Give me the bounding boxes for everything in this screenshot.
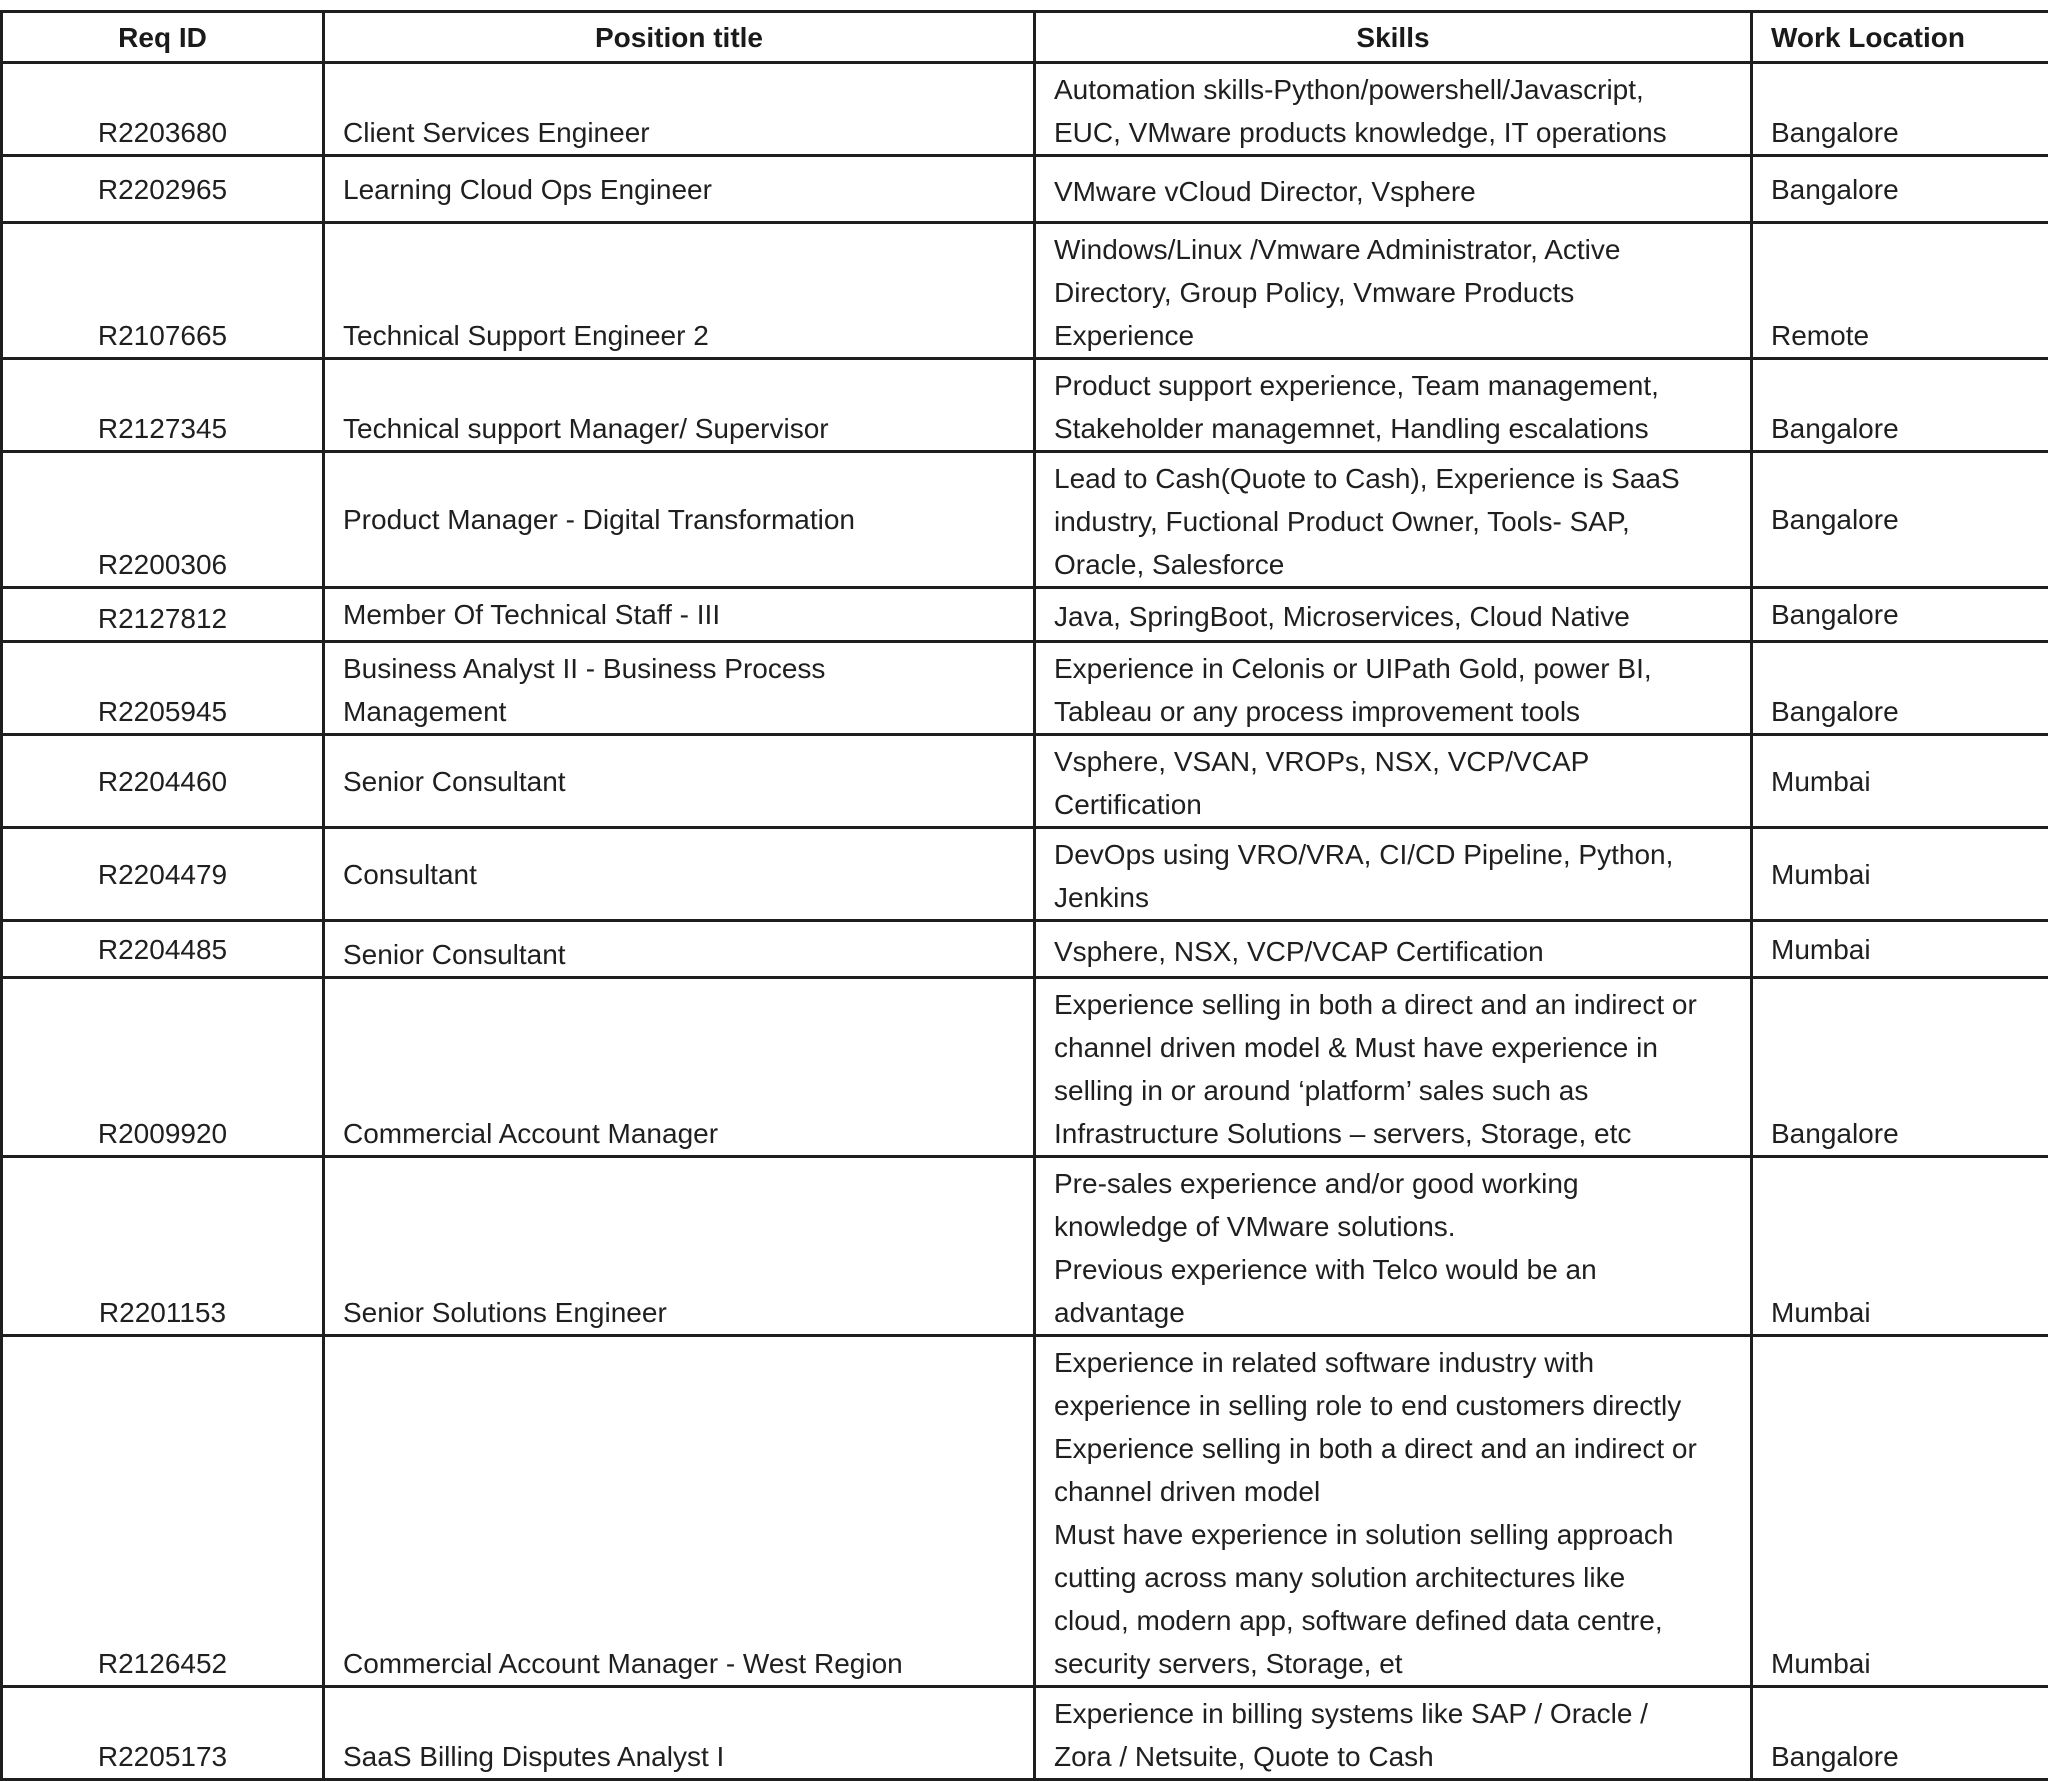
table-row	[2, 223, 2048, 359]
work-location-cell: Remote	[1752, 223, 2048, 359]
req-id-cell: R2204460	[2, 735, 324, 828]
table-row	[2, 978, 2048, 1157]
table-row	[2, 588, 2048, 642]
skills-cell: Product support experience, Team management, Stakeholder managemnet, Handling escalations	[1035, 359, 1752, 452]
skills-cell: Experience in billing systems like SAP / Oracle / Zora / Netsuite, Quote to Cash	[1035, 1687, 1752, 1780]
table-row	[2, 156, 2048, 223]
skills-cell: Pre-sales experience and/or good working knowledge of VMware solutions. Previous experience with Telco would be an advantage	[1035, 1157, 1752, 1336]
work-location-cell: Mumbai	[1752, 1336, 2048, 1687]
skills-cell: Lead to Cash(Quote to Cash), Experience is SaaS industry, Fuctional Product Owner, Tools- SAP, Oracle, Salesforce	[1035, 452, 1752, 588]
job-openings-table	[0, 10, 2048, 1781]
work-location-cell: Bangalore	[1752, 978, 2048, 1157]
skills-cell: Vsphere, VSAN, VROPs, NSX, VCP/VCAP Certification	[1035, 735, 1752, 828]
work-location-cell: Bangalore	[1752, 63, 2048, 156]
skills-cell: Experience selling in both a direct and an indirect or channel driven model & Must have experience in selling in or around ‘platform’ sales such as Infrastructure Solutions – servers, Storage, etc	[1035, 978, 1752, 1157]
req-id-cell: R2202965	[2, 156, 324, 223]
req-id-cell: R2127345	[2, 359, 324, 452]
position-title-cell: Learning Cloud Ops Engineer	[324, 156, 1035, 223]
skills-cell: Automation skills-Python/powershell/Javascript, EUC, VMware products knowledge, IT operations	[1035, 63, 1752, 156]
position-title-cell: Senior Consultant	[324, 921, 1035, 978]
position-title-cell: Product Manager - Digital Transformation	[324, 452, 1035, 588]
work-location-cell: Mumbai	[1752, 921, 2048, 978]
table-row	[2, 452, 2048, 588]
skills-cell: DevOps using VRO/VRA, CI/CD Pipeline, Python, Jenkins	[1035, 828, 1752, 921]
req-id-cell: R2200306	[2, 452, 324, 588]
table-row	[2, 828, 2048, 921]
position-title-cell: Member Of Technical Staff - III	[324, 588, 1035, 642]
work-location-cell: Mumbai	[1752, 1157, 2048, 1336]
work-location-cell: Bangalore	[1752, 642, 2048, 735]
skills-cell: VMware vCloud Director, Vsphere	[1035, 156, 1752, 223]
work-location-cell: Bangalore	[1752, 588, 2048, 642]
req-id-cell: R2204479	[2, 828, 324, 921]
position-title-cell: Technical Support Engineer 2	[324, 223, 1035, 359]
position-title-cell: Client Services Engineer	[324, 63, 1035, 156]
skills-cell: Vsphere, NSX, VCP/VCAP Certification	[1035, 921, 1752, 978]
work-location-cell: Bangalore	[1752, 452, 2048, 588]
table-row	[2, 1687, 2048, 1780]
work-location-cell: Bangalore	[1752, 359, 2048, 452]
skills-cell: Experience in Celonis or UIPath Gold, power BI, Tableau or any process improvement tools	[1035, 642, 1752, 735]
skills-cell: Java, SpringBoot, Microservices, Cloud Native	[1035, 588, 1752, 642]
req-id-cell: R2009920	[2, 978, 324, 1157]
header-work-location: Work Location	[1752, 12, 2048, 63]
table-row	[2, 1336, 2048, 1687]
work-location-cell: Bangalore	[1752, 1687, 2048, 1780]
position-title-cell: Consultant	[324, 828, 1035, 921]
position-title-cell: Technical support Manager/ Supervisor	[324, 359, 1035, 452]
table-header-row	[2, 12, 2048, 63]
header-skills: Skills	[1035, 12, 1752, 63]
work-location-cell: Mumbai	[1752, 735, 2048, 828]
req-id-cell: R2126452	[2, 1336, 324, 1687]
table-row	[2, 1157, 2048, 1336]
req-id-cell: R2107665	[2, 223, 324, 359]
position-title-cell: SaaS Billing Disputes Analyst I	[324, 1687, 1035, 1780]
table-row	[2, 735, 2048, 828]
position-title-cell: Senior Solutions Engineer	[324, 1157, 1035, 1336]
table-row	[2, 359, 2048, 452]
position-title-cell: Commercial Account Manager - West Region	[324, 1336, 1035, 1687]
table-row	[2, 642, 2048, 735]
req-id-cell: R2204485	[2, 921, 324, 978]
table-row	[2, 921, 2048, 978]
req-id-cell: R2201153	[2, 1157, 324, 1336]
req-id-cell: R2205945	[2, 642, 324, 735]
req-id-cell: R2203680	[2, 63, 324, 156]
position-title-cell: Senior Consultant	[324, 735, 1035, 828]
work-location-cell: Mumbai	[1752, 828, 2048, 921]
header-position-title: Position title	[324, 12, 1035, 63]
work-location-cell: Bangalore	[1752, 156, 2048, 223]
skills-cell: Experience in related software industry with experience in selling role to end customers directly Experience selling in both a direct and an indirect or channel driven model Must have experience in solution selling approach cutting across many solution architectures like cloud, modern app, software defined data centre, security servers, Storage, et	[1035, 1336, 1752, 1687]
skills-cell: Windows/Linux /Vmware Administrator, Active Directory, Group Policy, Vmware Products Experience	[1035, 223, 1752, 359]
position-title-cell: Commercial Account Manager	[324, 978, 1035, 1157]
table-row	[2, 63, 2048, 156]
req-id-cell: R2205173	[2, 1687, 324, 1780]
req-id-cell: R2127812	[2, 588, 324, 642]
position-title-cell: Business Analyst II - Business Process Management	[324, 642, 1035, 735]
header-req-id: Req ID	[2, 12, 324, 63]
